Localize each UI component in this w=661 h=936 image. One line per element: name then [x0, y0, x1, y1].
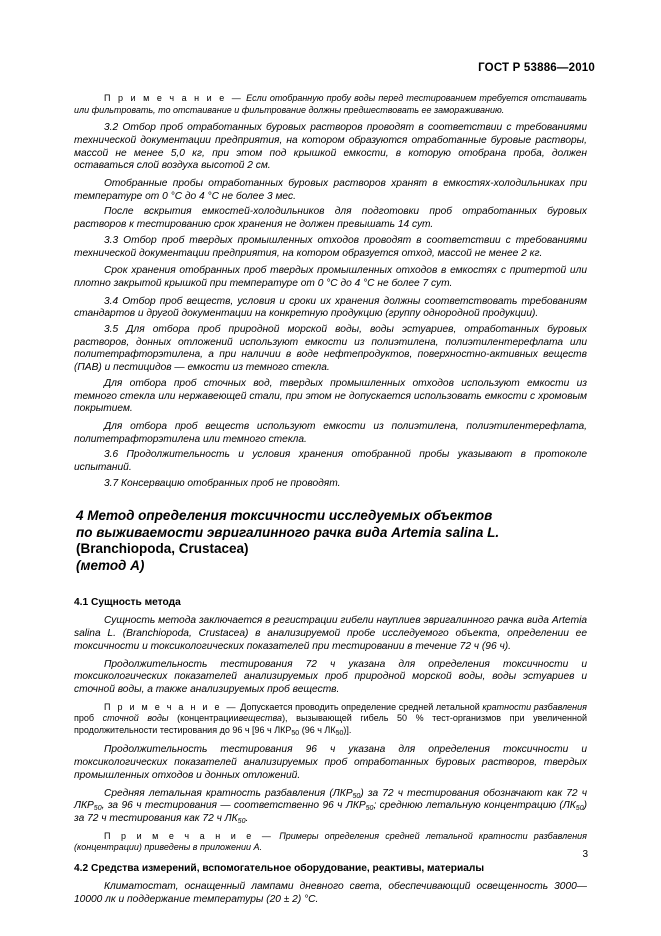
note-text: Если отобранную пробу воды перед тестированием требуется отстаивать или фильтровать, то отстаивание и фильтрование должны предшествовать ее замораживанию. [74, 93, 587, 115]
taxon-text: (Branchiopoda, Crustacea) [76, 541, 249, 557]
note-text: )]. [343, 724, 352, 735]
section-heading-line: по выживаемости эвригалинного рачка вида Artemia salina L. [76, 524, 500, 540]
text: , за 96 ч тестирования — соответственно 96 ч ЛКР [101, 800, 366, 812]
note-text: (концентрации [177, 713, 239, 724]
subscript: 50 [237, 817, 246, 825]
section-4-heading [74, 508, 587, 574]
paragraph: Для отбора проб веществ используют емкости из полиэтилена, полиэтилентерефлата, политетрафторэтилена или темного стекла. [74, 420, 587, 445]
paragraphs-section-3 [74, 122, 587, 490]
standard-code: ГОСТ Р 53886—2010 [478, 62, 595, 74]
text: ) за 72 ч тестирования обозначают как 72 ч ЛКР [74, 787, 588, 812]
note-paragraph [74, 702, 587, 737]
paragraph: 3.5 Для отбора проб природной морской воды, воды эстуариев, отработанных буровых растворов, донных отложений используют емкости из полиэтилена, полиэтилентерефлата или политетрафторэтилена, а при наличии в воде нефтепродуктов, поверхностно-активных веществ (ПАВ) и пестицидов — емкости из темного стекла. [74, 324, 587, 374]
note-text-italic: вещества [238, 713, 283, 724]
page-number: 3 [582, 849, 588, 860]
paragraph [74, 788, 587, 826]
note-label: П р и м е ч а н и е — [104, 93, 243, 103]
note-label: П р и м е ч а н и е — [104, 830, 274, 841]
paragraph: 3.4 Отбор проб веществ, условия и сроки их хранения должны соответствовать требованиям стандартов и другой документации на конкретную продукцию (группу однородной продукции). [74, 295, 587, 320]
subscript: 50 [93, 805, 102, 813]
note-text-italic: сточной воды [102, 713, 169, 724]
subscript: 50 [335, 729, 344, 737]
paragraph: Продолжительность тестирования 96 ч указана для определения токсичности и токсикологических показателей анализируемых проб отработанных буровых растворов, твердых промышленных отходов и донных отложений. [74, 744, 587, 781]
note-text: Примеры определения средней летальной кратности разбавления (концентрации) приведены в приложении А. [74, 830, 587, 853]
paragraph: После вскрытия емкостей-холодильников для подготовки проб отработанных буровых растворов к тестированию срок хранения не должен превышать 14 сут. [74, 206, 587, 231]
note-label: П р и м е ч а н и е — [104, 701, 238, 712]
section-heading-line: 4 Метод определения токсичности исследуемых объектов [76, 508, 493, 524]
paragraph: Срок хранения отобранных проб твердых промышленных отходов в емкостях с притертой или плотно закрытой крышкой при температуре от 0 °С до 4 °С не более 7 сут. [74, 265, 587, 289]
text: ; среднюю летальную концентрацию (ЛК [373, 800, 576, 812]
subsection-4-2-title: 4.2 Средства измерений, вспомогательное оборудование, реактивы, материалы [74, 862, 485, 874]
note-text: Допускается проводить определение средней летальной [240, 701, 480, 712]
paragraph: 3.2 Отбор проб отработанных буровых растворов проводят в соответствии с требованиями технической документации предприятия, на котором образуются отработанные буровые растворы, массой не менее 5,0 кг, при этом под крышкой емкости, в которую отобрана проба, должен оставаться слой воздуха высотой 2 см. [74, 122, 587, 172]
subscript: 50 [575, 805, 584, 813]
note-paragraph [74, 93, 587, 116]
paragraph: 3.3 Отбор проб твердых промышленных отходов проводят в соответствии с требованиями технической документации предприятия, на котором образуется отход, массой не менее 2 кг. [74, 234, 587, 259]
text: ) за 72 ч тестирования как 72 ч ЛК [74, 800, 587, 824]
paragraph: Отобранные пробы отработанных буровых растворов хранят в емкостях-холодильниках при температуре от 0 °С до 4 °С не более 3 мес. [74, 178, 587, 202]
section-heading-line [76, 541, 587, 574]
paragraph: 3.6 Продолжительность и условия хранения отобранной пробы указывают в протоколе испытаний. [74, 449, 587, 474]
paragraph: 3.7 Консервацию отобранных проб не проводят. [104, 477, 341, 489]
paragraph: Продолжительность тестирования 72 ч указана для определения токсичности и токсикологических показателей анализируемых проб природной морской воды, воды эстуариев и сточной воды, а также анализируемых проб веществ. [74, 658, 587, 695]
note-text: проб [74, 713, 95, 724]
method-label: (метод А) [76, 557, 145, 573]
note-text-italic: кратности разбавления [482, 701, 587, 712]
text: . [245, 812, 249, 824]
subscript: 50 [291, 729, 300, 737]
subscript: 50 [352, 792, 361, 800]
subscript: 50 [365, 805, 374, 813]
note-text: ), вызывающей гибель 50 % тест-организмов при увеличенной продолжительности тестирования до 96 ч [96 ч ЛКР [74, 713, 587, 735]
subsection-4-1-title: 4.1 Сущность метода [74, 597, 181, 609]
note-text: (96 ч ЛК [301, 724, 336, 735]
paragraph: Сущность метода заключается в регистрации гибели науплиев эвригалинного рачка вида Artemia salina L. (Branchiopoda, Crustacea) в анализируемой пробе исследуемого объекта, определении ее токсичности и токсикологических показателей при тестировании в течение 72 ч (96 ч). [74, 615, 587, 652]
paragraph: Для отбора проб сточных вод, твердых промышленных отходов используют емкости из темного стекла или нержавеющей стали, при этом не допускается использовать емкости с хромовым покрытием. [74, 377, 587, 415]
page-content [74, 93, 587, 911]
paragraph: Климатостат, оснащенный лампами дневного света, обеспечивающий освещенность 3000—10000 лк и поддержание температуры (20 ± 2) °С. [74, 880, 587, 905]
note-paragraph [74, 831, 587, 854]
text: Средняя летальная кратность разбавления (ЛКР [104, 787, 353, 799]
